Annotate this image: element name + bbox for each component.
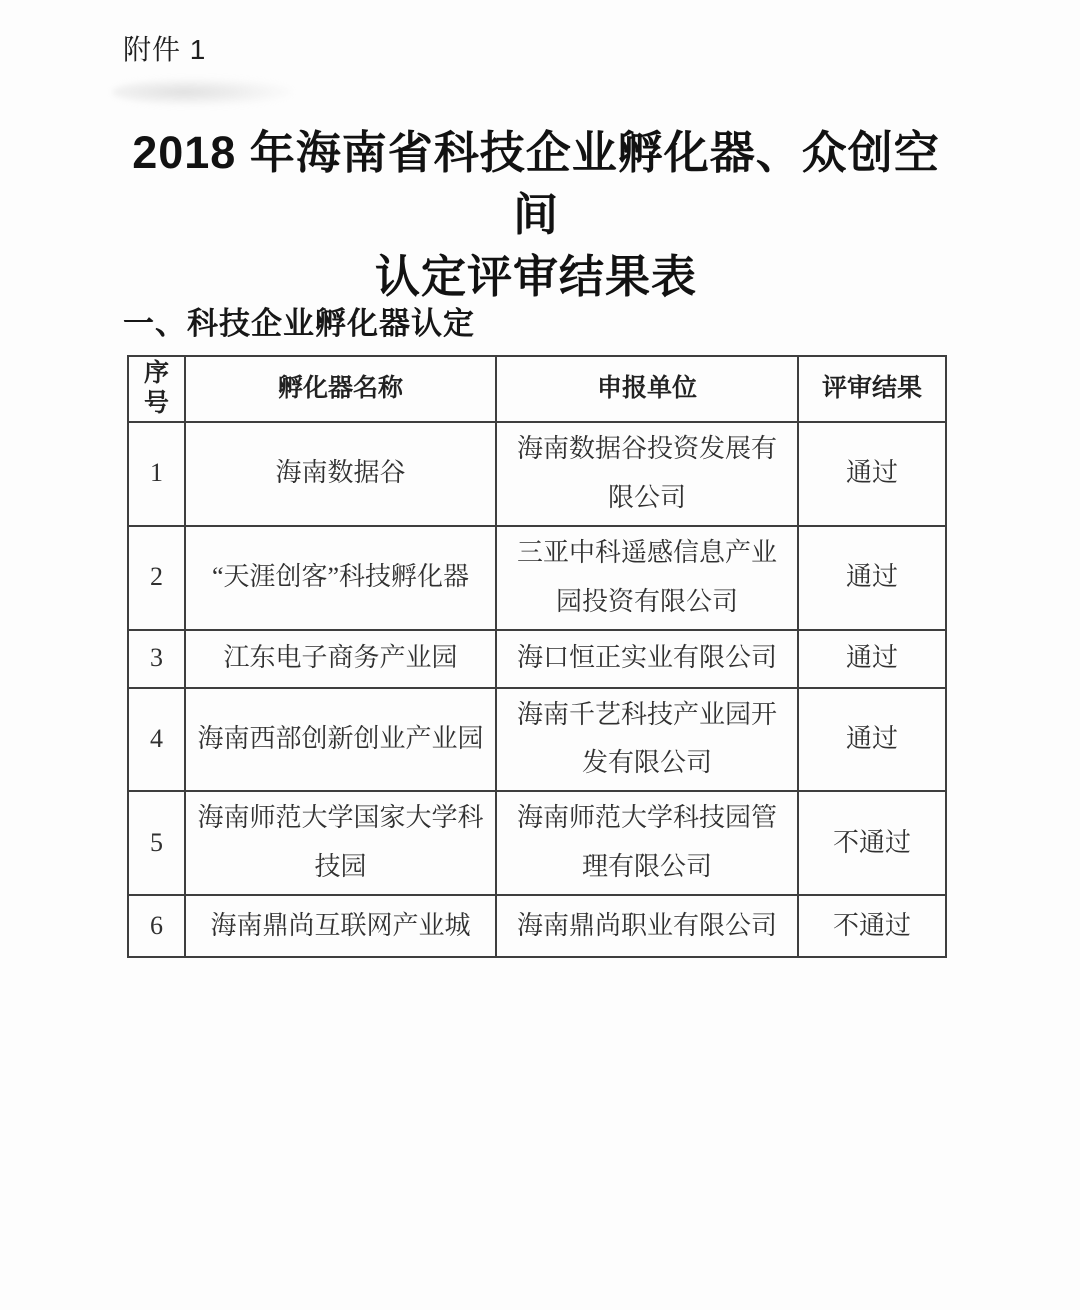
cell-review-result: 通过 <box>798 422 946 526</box>
cell-incubator-name: 海南西部创新创业产业园 <box>185 688 496 792</box>
incubator-results-table <box>127 355 947 958</box>
cell-incubator-name: 海南鼎尚互联网产业城 <box>185 895 496 957</box>
cell-incubator-name: 江东电子商务产业园 <box>185 630 496 688</box>
header-cell-incubator-name: 孵化器名称 <box>185 356 496 422</box>
attachment-label: 附件 1 <box>123 34 207 65</box>
cell-applicant-unit: 海南千艺科技产业园开发有限公司 <box>496 688 798 792</box>
cell-review-result: 通过 <box>798 688 946 792</box>
header-cell-review-result: 评审结果 <box>798 356 946 422</box>
cell-index: 1 <box>128 422 185 526</box>
document-title-line2: 认定评审结果表 <box>374 251 697 302</box>
table-row <box>128 791 946 895</box>
header-cell-applicant-unit: 申报单位 <box>496 356 798 422</box>
cell-index: 2 <box>128 526 185 630</box>
cell-incubator-name: “天涯创客”科技孵化器 <box>185 526 496 630</box>
document-title-line1: 2018 年海南省科技企业孵化器、众创空间 <box>132 127 940 240</box>
cell-incubator-name: 海南师范大学国家大学科技园 <box>185 791 496 895</box>
scan-artifact-smudge <box>112 78 292 106</box>
cell-review-result: 通过 <box>798 630 946 688</box>
table-row <box>128 630 946 688</box>
table-row <box>128 895 946 957</box>
document-title <box>118 122 954 308</box>
cell-applicant-unit: 三亚中科遥感信息产业园投资有限公司 <box>496 526 798 630</box>
cell-review-result: 不通过 <box>798 791 946 895</box>
cell-review-result: 不通过 <box>798 895 946 957</box>
cell-index: 5 <box>128 791 185 895</box>
cell-index: 3 <box>128 630 185 688</box>
cell-index: 6 <box>128 895 185 957</box>
cell-review-result: 通过 <box>798 526 946 630</box>
cell-applicant-unit: 海口恒正实业有限公司 <box>496 630 798 688</box>
table-header-row <box>128 356 946 422</box>
cell-applicant-unit: 海南数据谷投资发展有限公司 <box>496 422 798 526</box>
cell-index: 4 <box>128 688 185 792</box>
table-row <box>128 526 946 630</box>
table-row <box>128 422 946 526</box>
cell-applicant-unit: 海南师范大学科技园管理有限公司 <box>496 791 798 895</box>
cell-incubator-name: 海南数据谷 <box>185 422 496 526</box>
cell-applicant-unit: 海南鼎尚职业有限公司 <box>496 895 798 957</box>
section-heading-incubator-recognition: 一、科技企业孵化器认定 <box>123 306 475 341</box>
table-row <box>128 688 946 792</box>
header-cell-index: 序号 <box>128 356 185 422</box>
